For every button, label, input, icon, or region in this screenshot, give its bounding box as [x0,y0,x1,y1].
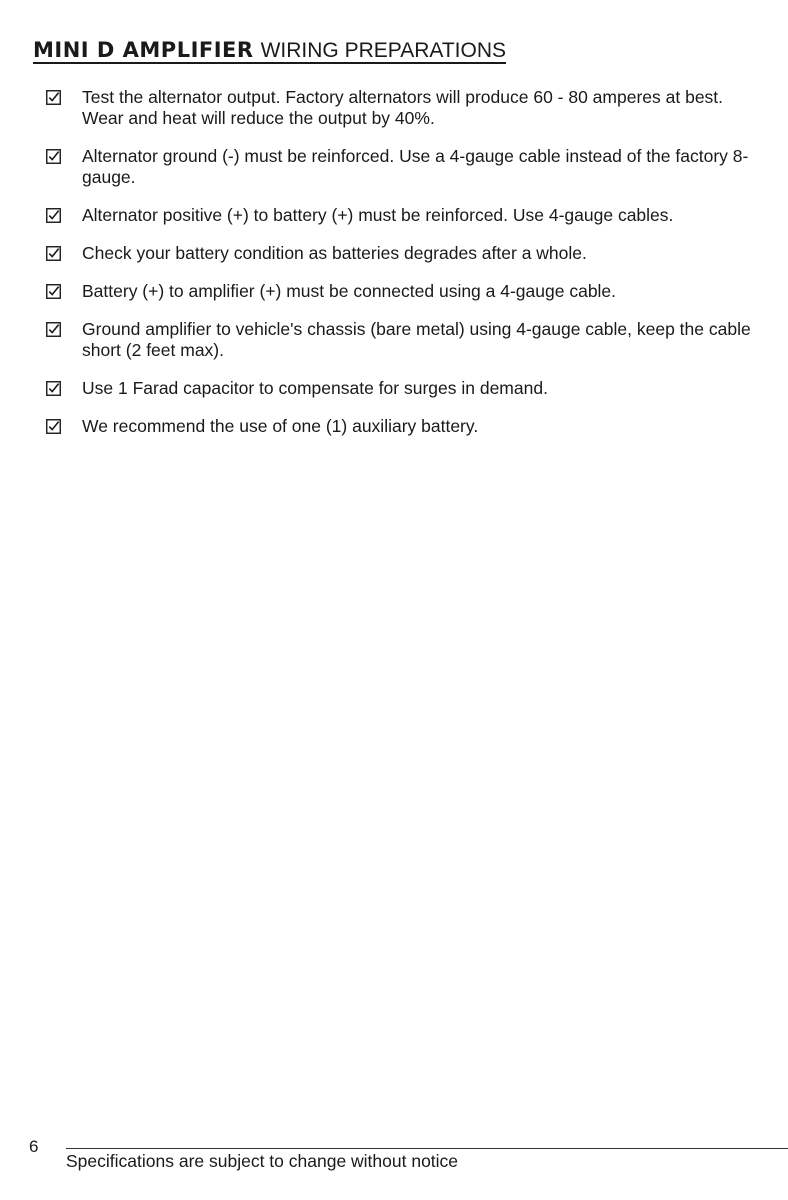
checked-box-icon [46,284,61,299]
page-heading [33,40,506,64]
checklist-item [46,243,756,264]
checked-box-icon [46,208,61,223]
footer-divider [66,1148,788,1149]
checklist-item-text: Check your battery condition as batteries degrades after a whole. [82,243,587,263]
checklist-item [46,416,756,437]
checklist-item-text: Test the alternator output. Factory alternators will produce 60 - 80 amperes at best. Wear and heat will reduce the output by 40%. [82,87,724,128]
checklist-item [46,146,756,188]
checked-box-icon [46,246,61,261]
checklist-item [46,378,756,399]
preparation-checklist [46,87,756,454]
checklist-item-text: Use 1 Farad capacitor to compensate for surges in demand. [82,378,548,398]
checked-box-icon [46,419,61,434]
checklist-item [46,319,756,361]
checklist-item [46,205,756,226]
checked-box-icon [46,149,61,164]
page-number: 6 [29,1137,39,1156]
checked-box-icon [46,381,61,396]
checklist-item [46,281,756,302]
brand-name: MINI D AMPLIFIER [33,38,254,62]
checklist-item-text: Ground amplifier to vehicle's chassis (bare metal) using 4-gauge cable, keep the cable short (2 feet max). [82,319,751,360]
checklist-item-text: We recommend the use of one (1) auxiliary battery. [82,416,479,436]
checklist-item-text: Battery (+) to amplifier (+) must be connected using a 4-gauge cable. [82,281,617,301]
footer-note: Specifications are subject to change without notice [66,1151,459,1171]
checklist-item-text: Alternator positive (+) to battery (+) must be reinforced. Use 4-gauge cables. [82,205,674,225]
checklist-item [46,87,756,129]
checklist-item-text: Alternator ground (-) must be reinforced. Use a 4-gauge cable instead of the factory 8-gauge. [82,146,749,187]
checked-box-icon [46,322,61,337]
checked-box-icon [46,90,61,105]
section-title: WIRING PREPARATIONS [260,39,506,62]
